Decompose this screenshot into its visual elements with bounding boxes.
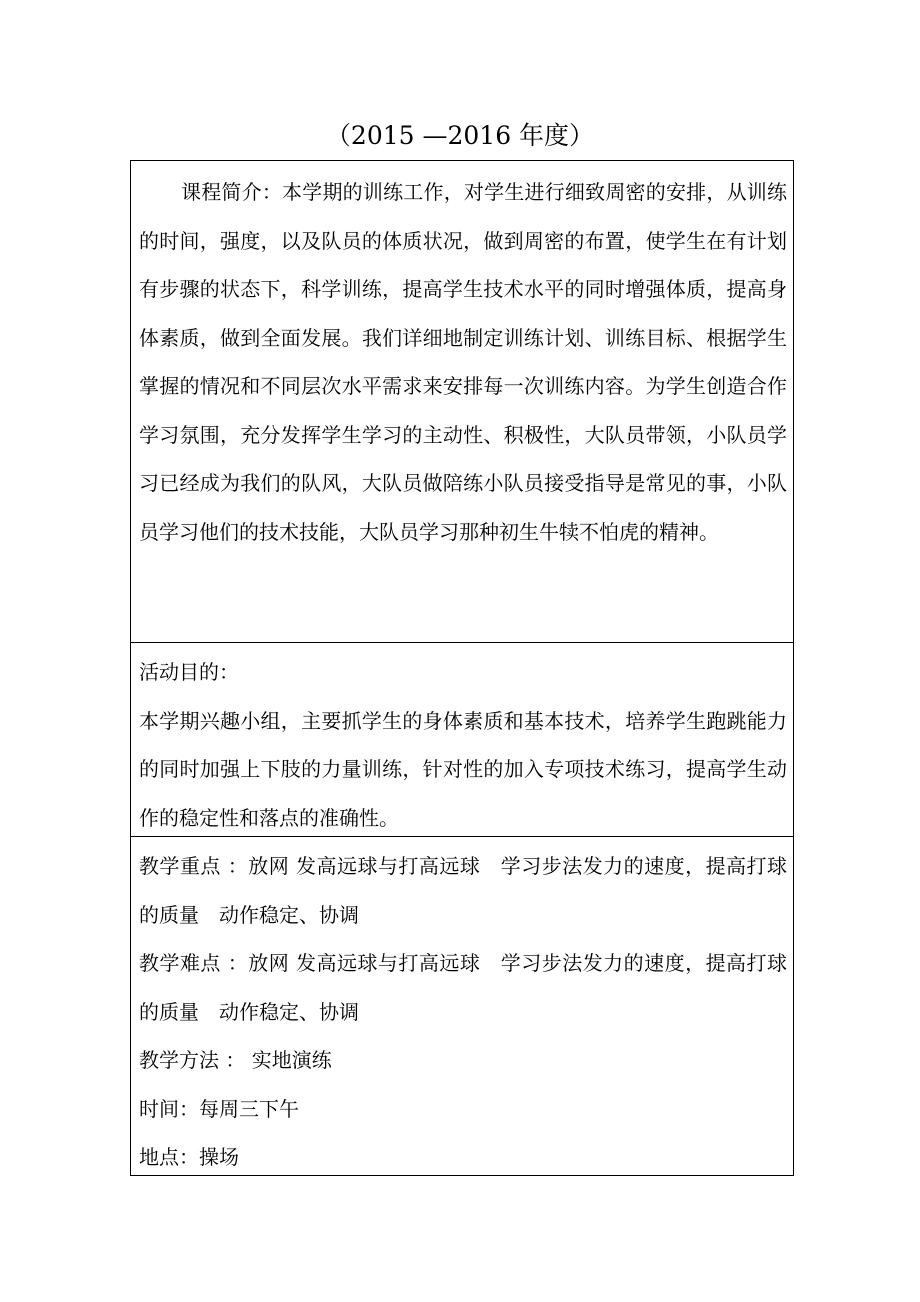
course-intro-section: [131, 161, 793, 643]
activity-purpose-section: [131, 643, 793, 837]
teaching-details-section: [131, 837, 793, 1175]
document-title: （2015 —2016 年度）: [325, 121, 595, 150]
teaching-difficulties: 教学难点 ：放网 发高远球与打高远球 学习步法发力的速度，提高打球的质量 动作稳定、协调: [139, 951, 787, 1024]
location: 地点：操场: [139, 1145, 239, 1169]
activity-purpose-label: 活动目的：: [139, 660, 239, 684]
activity-purpose-text: 本学期兴趣小组，主要抓学生的身体素质和基本技术，培养学生跑跳能力的同时加强上下肢的力量训练，针对性的加入专项技术练习，提高学生动作的稳定性和落点的准确性。: [139, 708, 787, 830]
course-intro-text: 课程简介：本学期的训练工作，对学生进行细致周密的安排，从训练的时间，强度，以及队员的体质状况，做到周密的布置，使学生在有计划有步骤的状态下，科学训练，提高学生技术水平的同时增强体质，提高身体素质，做到全面发展。我们详细地制定训练计划、训练目标、根据学生掌握的情况和不同层次水平需求来安排每一次训练内容。为学生创造合作学习氛围，充分发挥学生学习的主动性、积极性，大队员带领，小队员学习已经成为我们的队风，大队员做陪练小队员接受指导是常见的事，小队员学习他们的技术技能，大队员学习那种初生牛犊不怕虎的精神。: [139, 180, 787, 544]
course-plan-table: [130, 160, 794, 1176]
teaching-method: 教学方法 ： 实地演练: [139, 1048, 332, 1072]
teaching-key-points: 教学重点 ：放网 发高远球与打高远球 学习步法发力的速度，提高打球的质量 动作稳定、协调: [139, 854, 787, 927]
schedule-time: 时间：每周三下午: [139, 1096, 299, 1121]
